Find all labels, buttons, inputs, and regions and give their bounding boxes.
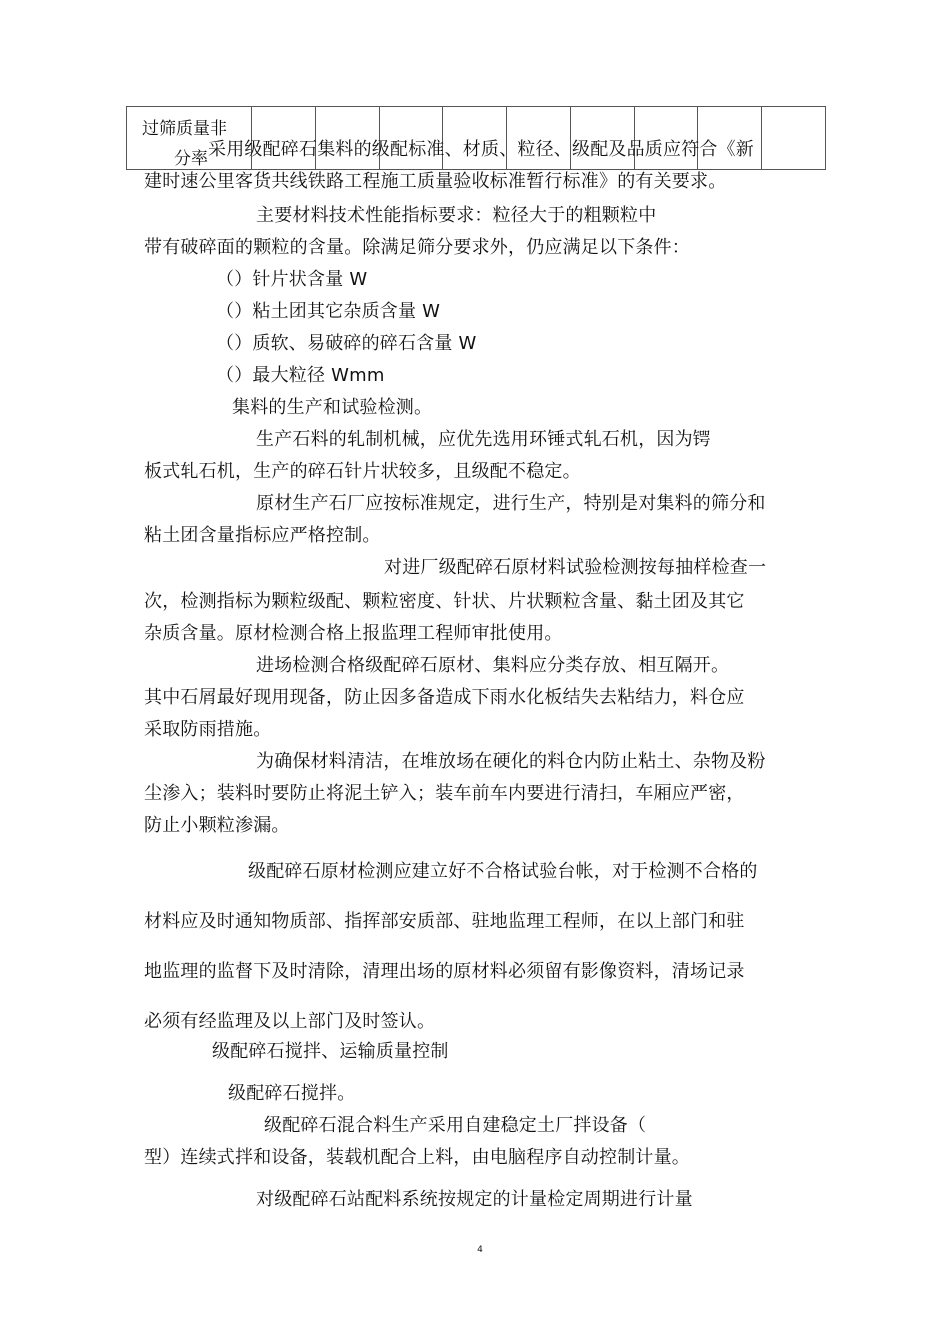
table-header-line-1: 过筛质量非	[142, 119, 227, 139]
paragraph-line: 粘土团含量指标应严格控制。	[144, 525, 381, 546]
paragraph-line: 采用级配碎石集料的级配标准、材质、粒径、级配及品质应符合《新	[208, 139, 754, 160]
paragraph-line: 采取防雨措施。	[144, 719, 272, 740]
paragraph-line: 型）连续式拌和设备，装载机配合上料，由电脑程序自动控制计量。	[144, 1147, 690, 1168]
table-header-line-2: 分率	[174, 149, 208, 169]
paragraph-line: 次，检测指标为颗粒级配、颗粒密度、针状、片状颗粒含量、黏土团及其它	[144, 591, 745, 612]
paragraph-line: 带有破碎面的颗粒的含量。除满足筛分要求外，仍应满足以下条件：	[144, 237, 690, 258]
paragraph-line: 级配碎石原材检测应建立好不合格试验台帐，对于检测不合格的	[248, 861, 758, 882]
section-heading: 级配碎石搅拌。	[228, 1083, 356, 1104]
paragraph-line: 必须有经监理及以上部门及时签认。	[144, 1011, 436, 1032]
paragraph-line: 对进厂级配碎石原材料试验检测按每抽样检查一	[384, 557, 767, 578]
page-number: 4	[477, 1245, 483, 1255]
paragraph-line: 生产石料的轧制机械，应优先选用环锤式轧石机，因为锷	[256, 429, 711, 450]
paragraph-line: 地监理的监督下及时清除，清理出场的原材料必须留有影像资料，清场记录	[144, 961, 745, 982]
section-heading: 级配碎石搅拌、运输质量控制	[212, 1041, 449, 1062]
paragraph-line: 板式轧石机，生产的碎石针片状较多，且级配不稳定。	[144, 461, 581, 482]
list-item: （）质软、易破碎的碎石含量 W	[216, 333, 477, 354]
paragraph-line: 为确保材料清洁，在堆放场在硬化的料仓内防止粘土、杂物及粉	[256, 751, 766, 772]
paragraph-line: 防止小颗粒渗漏。	[144, 815, 290, 836]
paragraph-line: 主要材料技术性能指标要求：粒径大于的粗颗粒中	[256, 205, 657, 226]
paragraph-line: 对级配碎石站配料系统按规定的计量检定周期进行计量	[256, 1189, 693, 1210]
list-item: （）最大粒径 Wmm	[216, 365, 385, 386]
list-item: （）针片状含量 W	[216, 269, 368, 290]
paragraph-line: 材料应及时通知物质部、指挥部安质部、驻地监理工程师，在以上部门和驻	[144, 911, 745, 932]
paragraph-line: 原材生产石厂应按标准规定，进行生产，特别是对集料的筛分和	[256, 493, 766, 514]
list-item: （）粘土团其它杂质含量 W	[216, 301, 441, 322]
table-cell	[762, 107, 826, 170]
paragraph-line: 尘渗入；装料时要防止将泥土铲入；装车前车内要进行清扫，车厢应严密，	[144, 783, 745, 804]
paragraph-line: 建时速公里客货共线铁路工程施工质量验收标准暂行标准》的有关要求。	[144, 171, 727, 192]
paragraph-line: 进场检测合格级配碎石原材、集料应分类存放、相互隔开。	[256, 655, 730, 676]
section-heading: 集料的生产和试验检测。	[232, 397, 433, 418]
paragraph-line: 级配碎石混合料生产采用自建稳定土厂拌设备（	[264, 1115, 647, 1136]
paragraph-line: 杂质含量。原材检测合格上报监理工程师审批使用。	[144, 623, 563, 644]
paragraph-line: 其中石屑最好现用现备，防止因多备造成下雨水化板结失去粘结力，料仓应	[144, 687, 745, 708]
